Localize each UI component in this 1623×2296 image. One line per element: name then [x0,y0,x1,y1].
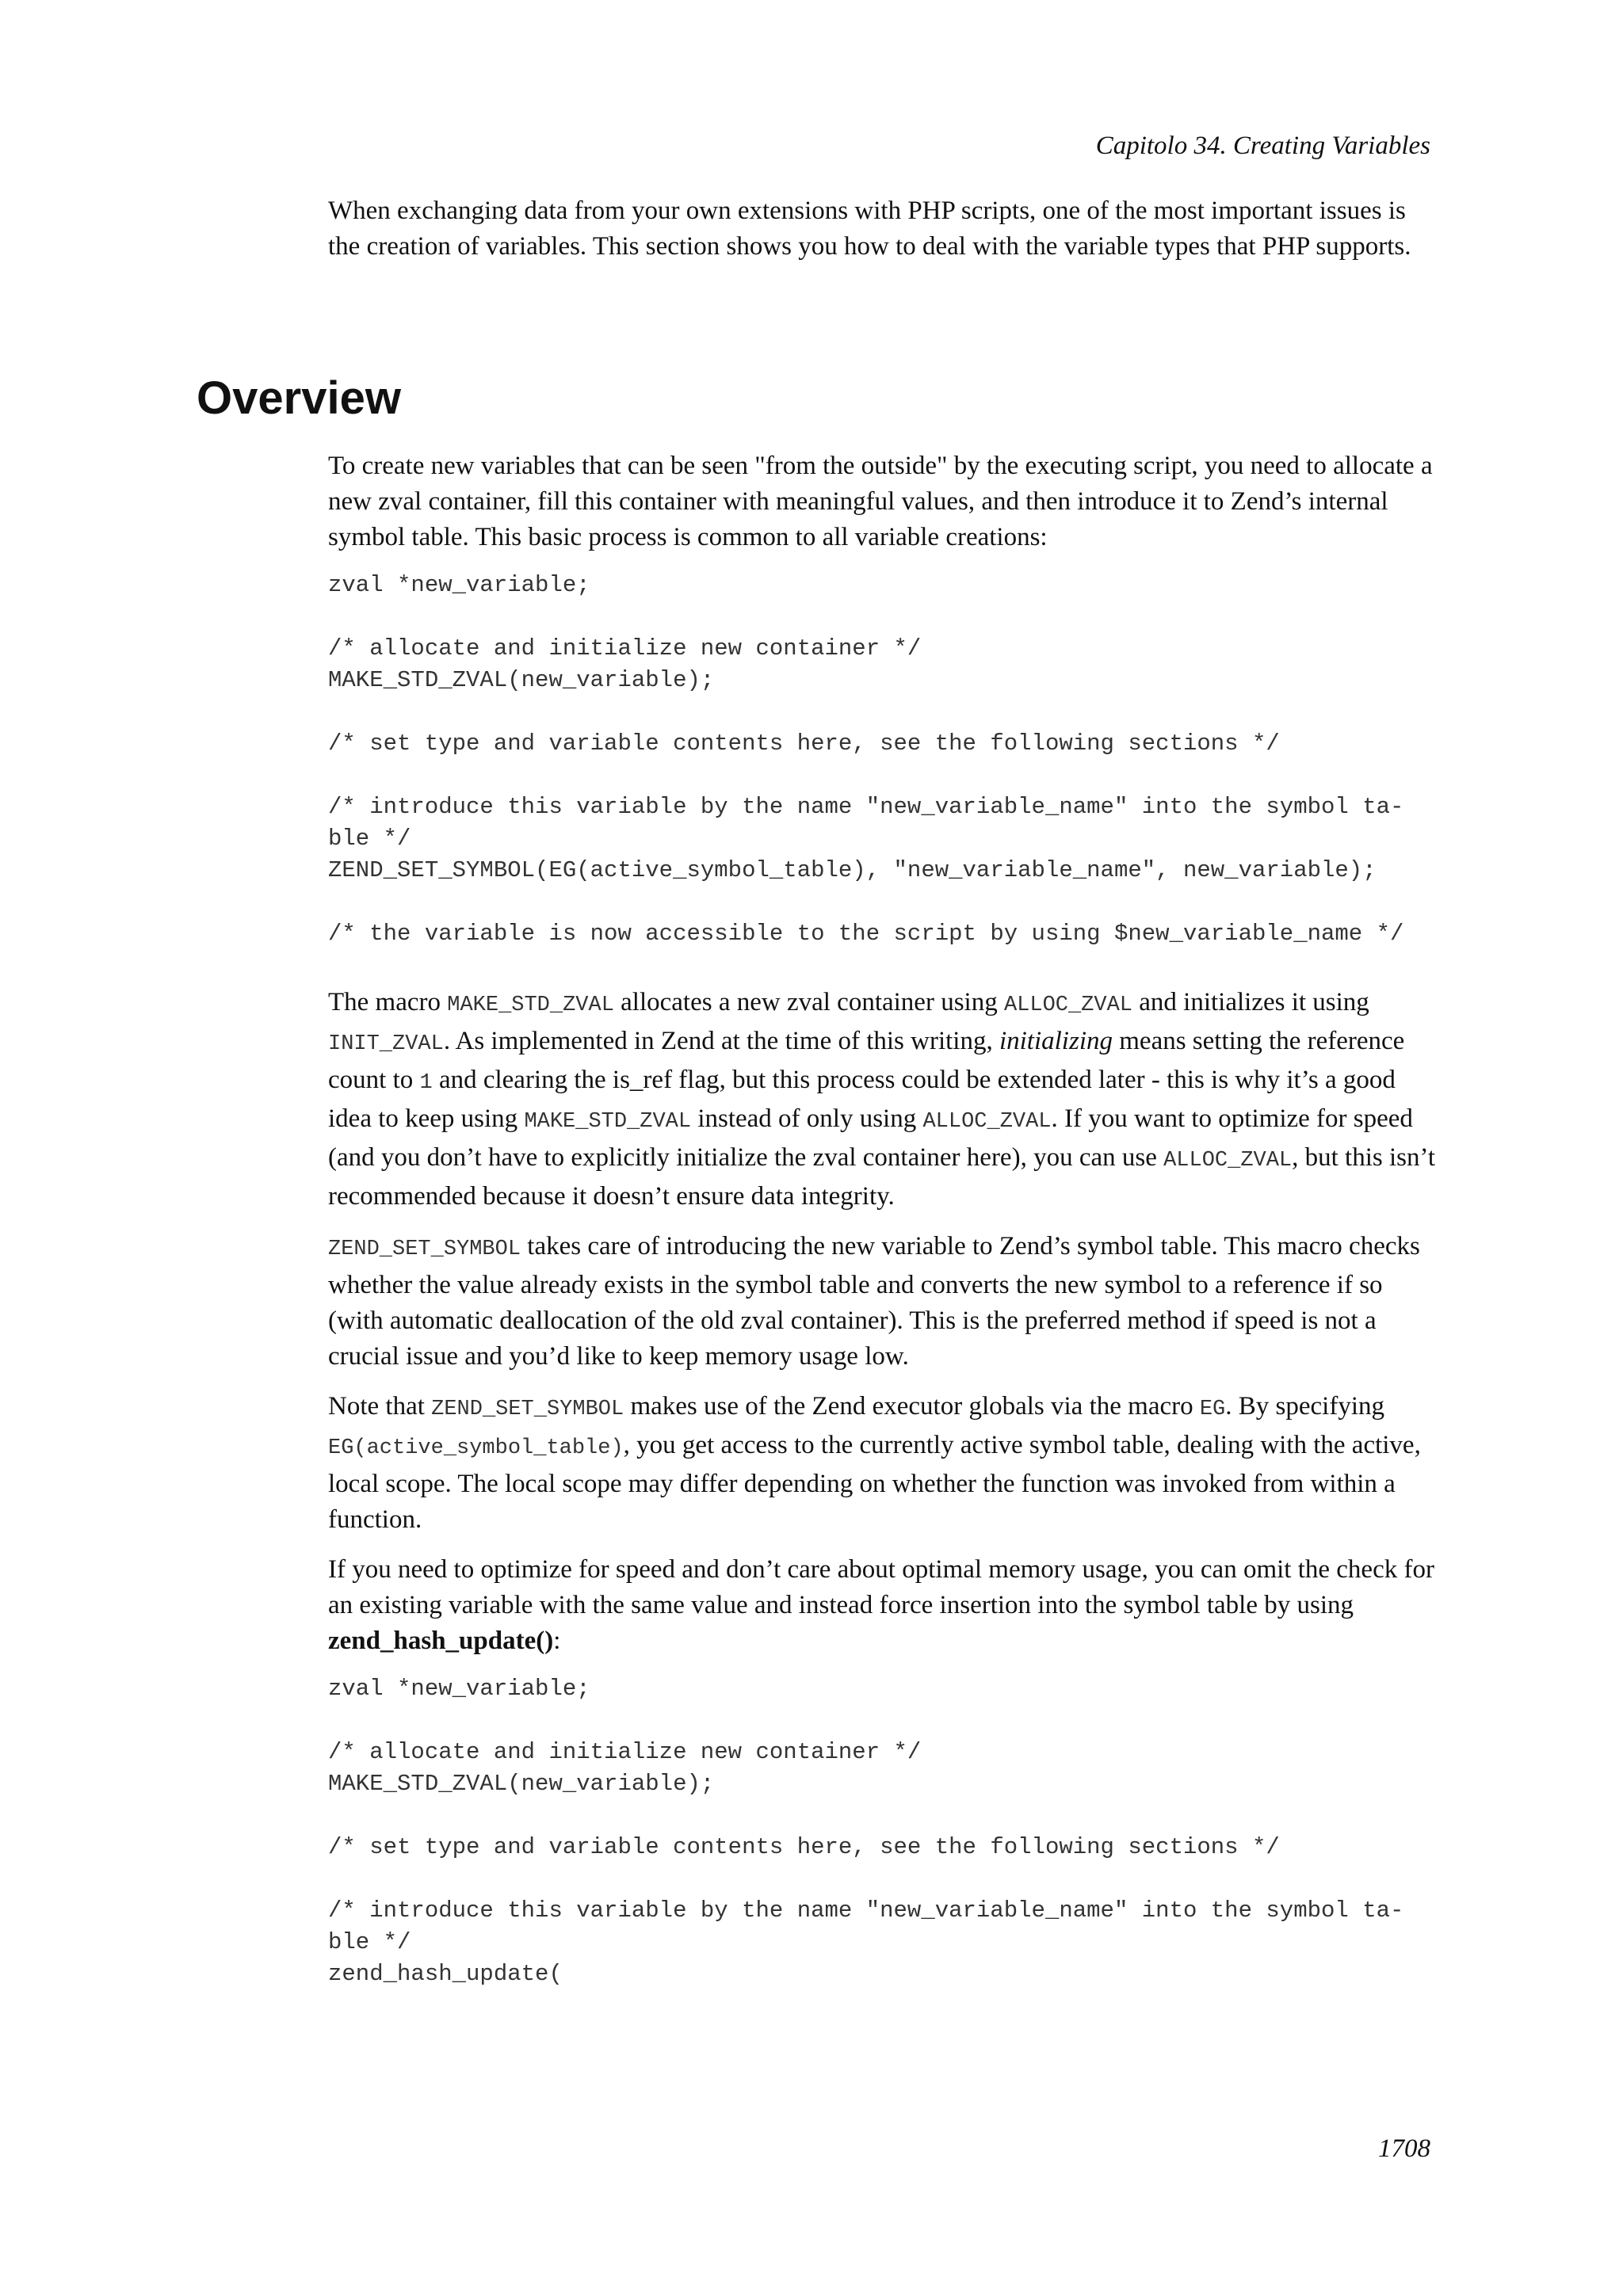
code-line: /* allocate and initialize new container */ [328,635,922,662]
inline-code: INIT_ZVAL [328,1032,444,1056]
code-line: ble */ [328,826,411,852]
inline-code: MAKE_STD_ZVAL [524,1110,692,1134]
inline-code: ALLOC_ZVAL [922,1110,1052,1134]
running-header: Capitolo 34. Creating Variables [1095,132,1430,160]
text-run: : [553,1627,561,1655]
code-blank-line [328,696,1438,728]
page-number: 1708 [1378,2134,1430,2163]
text-run: . If you want to optimize for speed (and you don’t have to explicitly initialize the zval container here), you can use [328,1104,1413,1172]
inline-code: 1 [419,1071,433,1095]
code-line: ble */ [328,1929,411,1955]
code-blank-line [328,887,1438,918]
text-run: . As implemented in Zend at the time of this writing, [443,1027,999,1055]
inline-code: EG [1199,1398,1226,1421]
code-line: zval *new_variable; [328,572,590,598]
inline-code: ALLOC_ZVAL [1163,1149,1293,1173]
text-run: The macro [328,988,448,1016]
text-run: Note that [328,1392,432,1421]
code-blank-line [328,1863,1438,1895]
intro-section [328,193,1438,279]
function-name: zend_hash_update() [328,1627,554,1655]
text-run: , but this isn’t recommended because it doesn’t ensure data integrity. [328,1143,1436,1211]
overview-paragraph-3 [328,1229,1438,1375]
overview-paragraph-2 [328,985,1438,1215]
section-heading-overview: Overview [197,372,401,424]
intro-paragraph: When exchanging data from your own extensions with PHP scripts, one of the most important issues is the creation of variables. This section shows you how to deal with the variable types that PHP supports. [328,196,1411,261]
code-line: /* allocate and initialize new container */ [328,1739,922,1765]
code-block-2 [328,1673,1438,1990]
code-line: MAKE_STD_ZVAL(new_variable); [328,1771,715,1797]
text-run: and initializes it using [1132,988,1369,1016]
code-blank-line [328,760,1438,791]
code-block-1 [328,570,1438,950]
code-line: MAKE_STD_ZVAL(new_variable); [328,667,715,693]
text-run: makes use of the Zend executor globals via the macro [624,1392,1200,1421]
code-line: /* set type and variable contents here, see the following sections */ [328,730,1280,757]
inline-code: MAKE_STD_ZVAL [447,994,614,1017]
overview-body [328,448,1438,2025]
text-run: , you get access to the currently active symbol table, dealing with the active, local scope. The local scope may differ depending on whether the function was invoked from within a function. [328,1431,1421,1534]
code-blank-line [328,601,1438,633]
overview-paragraph-5 [328,1552,1438,1659]
overview-paragraph-1: To create new variables that can be seen "from the outside" by the executing script, you need to allocate a new zval container, fill this container with meaningful values, and then introduce it to Zend’s internal symbol table. This basic process is common to all variable creations: [328,452,1433,551]
inline-code: EG(active_symbol_table) [328,1436,624,1460]
text-run: allocates a new zval container using [613,988,1004,1016]
text-run: means setting the reference count to [328,1027,1405,1094]
text-run: If you need to optimize for speed and don’t care about optimal memory usage, you can omit the check for an existing variable with the same value and instead force insertion into the symbol table by using [328,1555,1434,1619]
inline-code: ALLOC_ZVAL [1003,994,1132,1017]
inline-code: ZEND_SET_SYMBOL [328,1238,521,1261]
text-run: takes care of introducing the new variable to Zend’s symbol table. This macro checks whether the value already exists in the symbol table and converts the new symbol to a reference if so (with automatic deallocation of the old zval container). This is the preferred method if speed is not a crucial issue and you’d like to keep memory usage low. [328,1232,1420,1371]
code-line: ZEND_SET_SYMBOL(EG(active_symbol_table), "new_variable_name", new_variable); [328,857,1377,883]
text-run: instead of only using [691,1104,923,1133]
code-line: /* set type and variable contents here, see the following sections */ [328,1834,1280,1860]
inline-code: ZEND_SET_SYMBOL [431,1398,624,1421]
code-line: zval *new_variable; [328,1676,590,1702]
code-line: /* introduce this variable by the name "new_variable_name" into the symbol ta- [328,794,1404,820]
code-blank-line [328,1705,1438,1737]
emphasis: initializing [999,1027,1113,1055]
code-blank-line [328,1800,1438,1832]
code-line: /* the variable is now accessible to the script by using $new_variable_name */ [328,921,1404,947]
code-line: zend_hash_update( [328,1961,563,1987]
text-run: . By specifying [1225,1392,1384,1421]
code-line: /* introduce this variable by the name "new_variable_name" into the symbol ta- [328,1897,1404,1924]
text-run: and clearing the is_ref flag, but this process could be extended later - this is why it’s a good idea to keep using [328,1066,1396,1133]
overview-paragraph-4 [328,1389,1438,1538]
